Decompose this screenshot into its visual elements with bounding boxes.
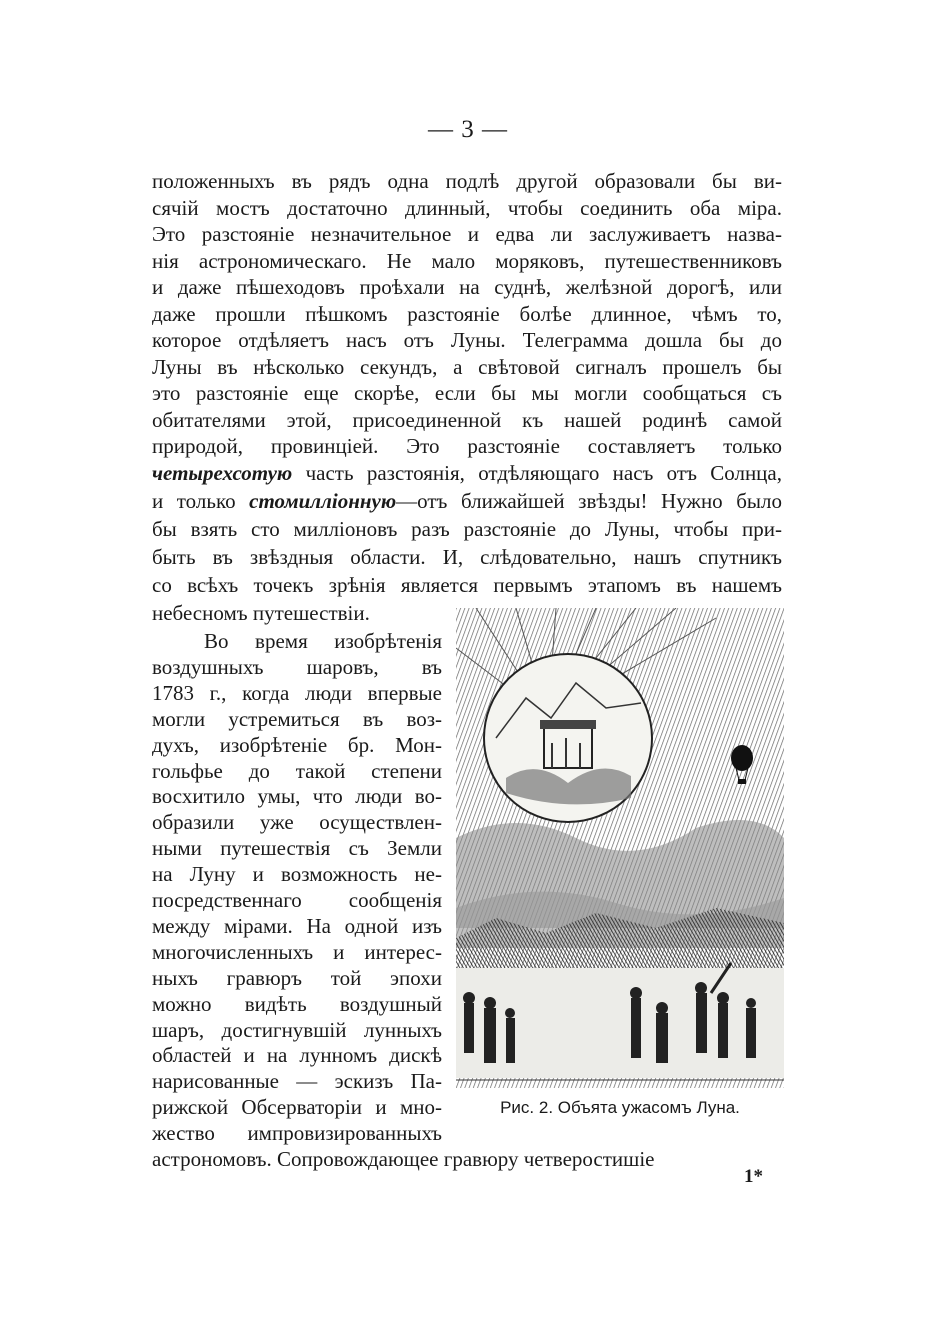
page-number: — 3 — <box>428 116 508 143</box>
text-line: это разстояніе еще скорѣе, если бы мы могли сообщаться съ <box>152 381 782 405</box>
text-line: многочисленныхъ и интерес- <box>152 939 442 964</box>
text-line: даже прошли пѣшкомъ разстояніе болѣе длинное, чѣмъ то, <box>152 301 782 326</box>
text-line: гольфье до такой степени <box>152 758 442 783</box>
paragraph-end-line: небесномъ путешествіи. <box>152 601 370 625</box>
text-line: Во время изобрѣтенія <box>204 629 442 653</box>
text-line: воздушныхъ шаровъ, въ <box>152 654 442 679</box>
text-line: областей и на лунномъ дискѣ <box>152 1043 442 1068</box>
text-line: сячій мостъ достаточно длинный, чтобы соединить оба міра. <box>152 195 782 220</box>
text-line: образили уже осуществлен- <box>152 810 442 835</box>
text-line: положенныхъ въ рядъ одна подлѣ другой образовали бы ви- <box>152 169 782 193</box>
balloon-icon <box>731 745 753 771</box>
text-line: посредственнаго сообщенія <box>152 888 442 912</box>
text-line: со всѣхъ точекъ зрѣнія является первымъ этапомъ въ нашемъ <box>152 573 782 597</box>
text-line: восхитило умы, что люди во- <box>152 784 442 809</box>
engraving-image <box>456 608 784 1088</box>
text-line: ными путешествія съ Земли <box>152 836 442 861</box>
text-line: духъ, изобрѣтеніе бр. Мон- <box>152 732 442 757</box>
text-line: бы взять сто милліоновъ разъ разстояніе до Луны, чтобы при- <box>152 517 782 541</box>
text-line: на Луну и возможность не- <box>152 862 442 887</box>
emphasis-text: четырехсотую <box>152 461 293 485</box>
text-line: астрономовъ. Сопровождающее гравюру четверостишіе <box>152 1147 655 1171</box>
text-line: жество импровизированныхъ <box>152 1121 442 1146</box>
text-line: между мірами. На одной изъ <box>152 913 442 938</box>
text-line: ныхъ гравюръ той эпохи <box>152 965 442 990</box>
text-line: рижской Обсерваторіи и мно- <box>152 1095 442 1120</box>
text-line: быть въ звѣздныя области. И, слѣдовательно, нашъ спутникъ <box>152 545 782 569</box>
text-line: обитателями этой, присоединенной къ нашей родинѣ самой <box>152 407 782 432</box>
text-line: могли устремиться въ воз- <box>152 706 442 731</box>
text-line <box>152 459 782 487</box>
text-line: которое отдѣляетъ насъ отъ Луны. Телеграмма дошла бы до <box>152 328 782 352</box>
text-span: часть разстоянія, отдѣляющаго насъ отъ Солнца, <box>292 461 782 485</box>
text-line: 1783 г., когда люди впервые <box>152 680 442 705</box>
engraving-figure <box>456 608 784 1088</box>
signature-mark: 1* <box>744 1166 763 1187</box>
text-line: нарисованные — эскизъ Па- <box>152 1069 442 1094</box>
text-line: и даже пѣшеходовъ проѣхали на суднѣ, желѣзной дорогѣ, или <box>152 275 782 299</box>
text-line: можно видѣть воздушный <box>152 991 442 1016</box>
text-line <box>152 487 782 515</box>
text-line: природой, провинціей. Это разстояніе составляетъ только <box>152 434 782 458</box>
text-line: Луны въ нѣсколько секундъ, а свѣтовой сигналъ прошелъ бы <box>152 354 782 379</box>
figure-caption: Рис. 2. Объята ужасомъ Луна. <box>500 1098 740 1117</box>
text-line: шаръ, достигнувшій лунныхъ <box>152 1017 442 1042</box>
text-line: нія астрономическаго. Не мало моряковъ, путешественниковъ <box>152 248 782 273</box>
text-span: —отъ ближайшей звѣзды! Нужно было <box>396 489 782 513</box>
emphasis-text: стомилліонную <box>249 489 397 513</box>
text-span: и только <box>152 489 250 513</box>
text-line: Это разстояніе незначительное и едва ли заслуживаетъ назва- <box>152 222 782 246</box>
